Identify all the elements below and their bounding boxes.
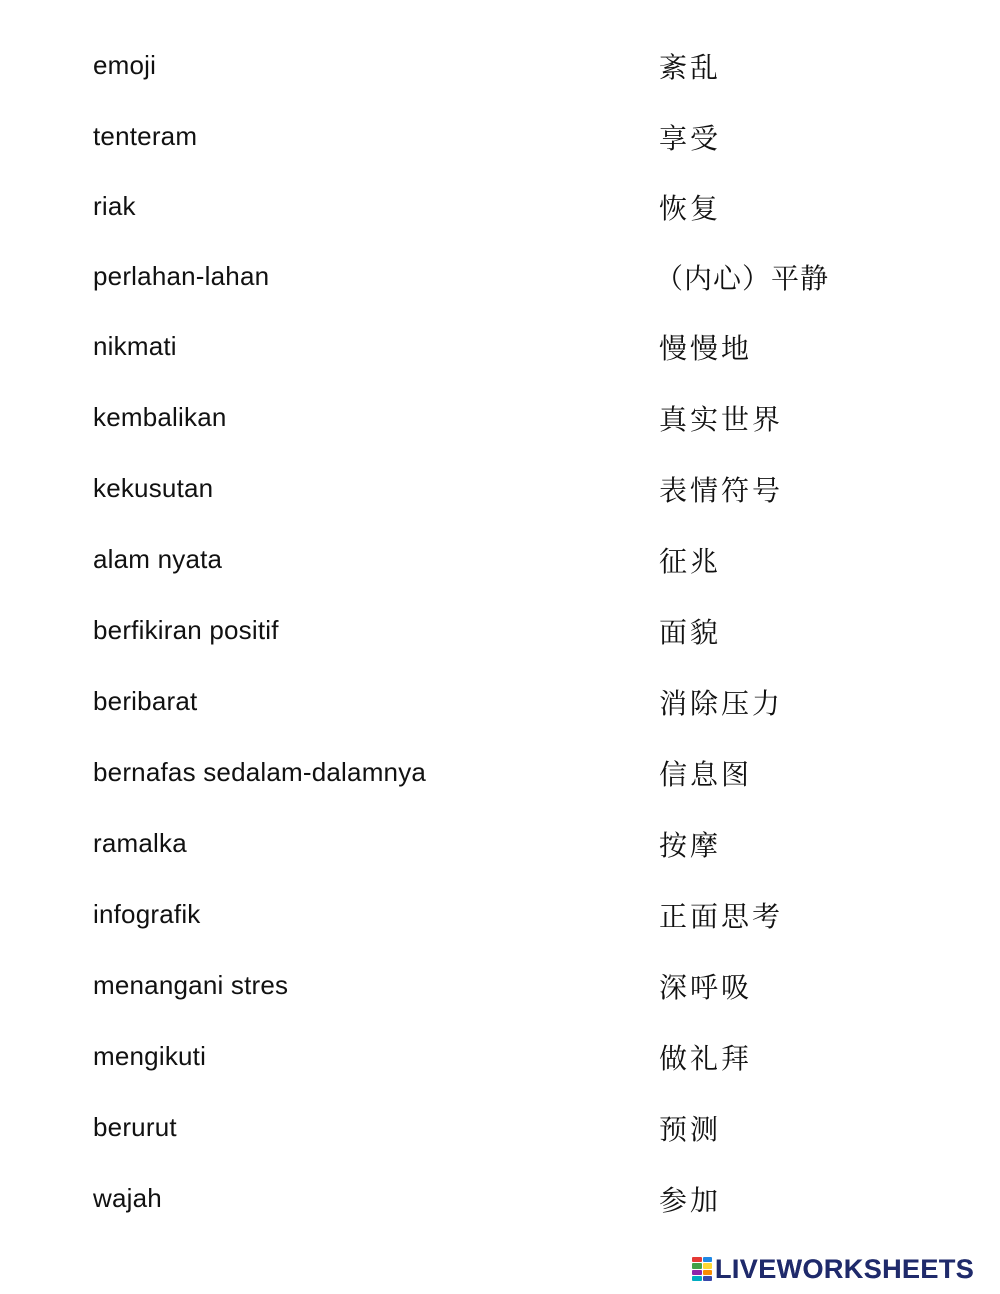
chinese-word: 紊乱	[659, 51, 722, 84]
vocab-row-6	[93, 394, 973, 434]
vocab-row-1	[93, 42, 973, 82]
logo-block	[703, 1263, 713, 1268]
malay-word: kembalikan	[93, 402, 227, 432]
liveworksheets-logo-icon	[692, 1257, 712, 1281]
vocab-row-5	[93, 323, 973, 363]
chinese-word: 真实世界	[659, 403, 784, 436]
malay-word: menangani stres	[93, 970, 289, 1000]
vocab-row-17	[93, 1175, 973, 1215]
malay-word: nikmati	[93, 331, 177, 361]
malay-word: infografik	[93, 899, 201, 929]
logo-block	[692, 1276, 702, 1281]
chinese-word: 正面思考	[659, 900, 784, 933]
vocab-row-16	[93, 1104, 973, 1144]
malay-word: tenteram	[93, 121, 198, 151]
chinese-word: 深呼吸	[659, 971, 753, 1004]
brand-wordmark: LIVEWORKSHEETS	[715, 1253, 975, 1284]
chinese-word: 恢复	[659, 192, 722, 225]
vocab-row-10	[93, 678, 973, 718]
vocab-row-14	[93, 962, 973, 1002]
chinese-word: （内心）平静	[655, 262, 830, 295]
chinese-word: 面貌	[659, 616, 722, 649]
vocab-row-2	[93, 113, 973, 153]
malay-word: riak	[93, 191, 136, 221]
chinese-word: 参加	[659, 1184, 722, 1217]
chinese-word: 信息图	[659, 758, 753, 791]
malay-word: wajah	[93, 1183, 162, 1213]
malay-word: bernafas sedalam-dalamnya	[93, 757, 427, 787]
chinese-word: 消除压力	[659, 687, 784, 720]
chinese-word: 预测	[659, 1113, 722, 1146]
malay-word: kekusutan	[93, 473, 214, 503]
vocab-row-15	[93, 1033, 973, 1073]
chinese-word: 表情符号	[659, 474, 784, 507]
logo-block	[703, 1276, 713, 1281]
malay-word: berfikiran positif	[93, 615, 279, 645]
chinese-word: 享受	[659, 122, 722, 155]
vocab-row-3	[93, 183, 973, 223]
malay-word: mengikuti	[93, 1041, 207, 1071]
logo-block	[692, 1263, 702, 1268]
chinese-word: 做礼拜	[659, 1042, 753, 1075]
malay-word: beribarat	[93, 686, 198, 716]
malay-word: ramalka	[93, 828, 187, 858]
logo-block	[703, 1257, 713, 1262]
vocab-row-8	[93, 536, 973, 576]
vocab-row-4	[93, 253, 973, 293]
liveworksheets-brand	[692, 1254, 974, 1284]
vocab-row-11	[93, 749, 973, 789]
malay-word: perlahan-lahan	[93, 261, 270, 291]
logo-block	[692, 1270, 702, 1275]
chinese-word: 按摩	[659, 829, 722, 862]
logo-block	[703, 1270, 713, 1275]
vocab-row-12	[93, 820, 973, 860]
malay-word: berurut	[93, 1112, 177, 1142]
chinese-word: 征兆	[659, 545, 722, 578]
chinese-word: 慢慢地	[659, 332, 753, 365]
vocab-row-7	[93, 465, 973, 505]
vocab-row-9	[93, 607, 973, 647]
malay-word: emoji	[93, 50, 157, 80]
malay-word: alam nyata	[93, 544, 223, 574]
logo-block	[692, 1257, 702, 1262]
vocab-row-13	[93, 891, 973, 931]
